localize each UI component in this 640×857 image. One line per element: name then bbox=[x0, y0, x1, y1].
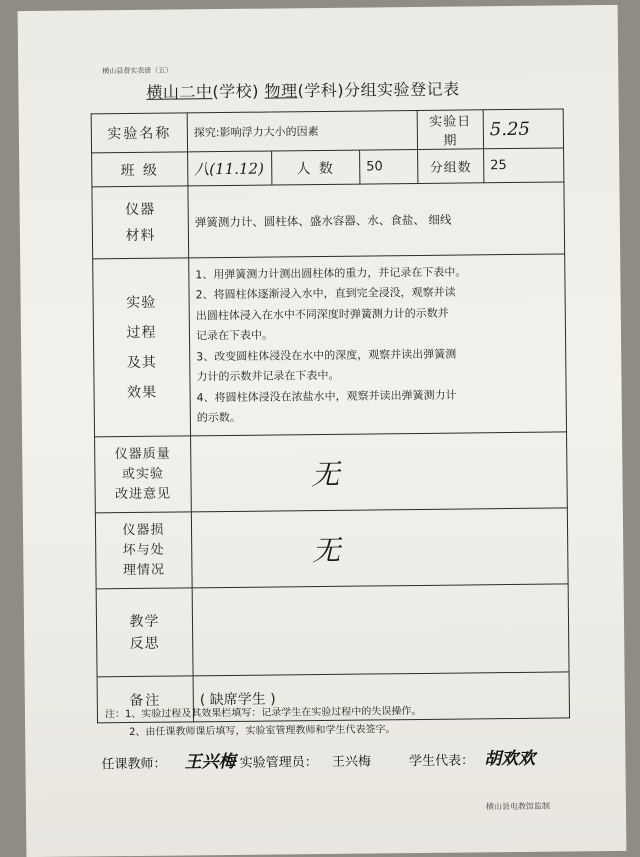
equipment-label-line2: 材料 bbox=[125, 227, 156, 244]
group-count-value: 25 bbox=[484, 148, 564, 183]
process-label bbox=[93, 258, 191, 437]
reflection-label bbox=[96, 588, 193, 677]
registration-table bbox=[91, 108, 570, 723]
quality-label-line1: 仪器质量 bbox=[114, 446, 171, 462]
process-line: 出圆柱体浸入在水中不同深度时弹簧测力计的示数并 bbox=[195, 306, 449, 322]
title-school: 横山二中 bbox=[146, 82, 213, 102]
paper-sheet bbox=[18, 5, 627, 857]
reflection-label-line1: 教学 bbox=[129, 613, 160, 630]
row-equipment bbox=[92, 182, 565, 259]
reflection-value bbox=[192, 584, 569, 676]
process-line: 1、用弹簧测力计测出圆柱体的重力，并记录在下表中。 bbox=[195, 264, 467, 281]
quality-label bbox=[95, 436, 192, 513]
process-label-line3: 及其 bbox=[126, 354, 157, 371]
footer-note-1: 注：1、实验过程及其效果栏填写：记录学生在实验过程中的失误操作。 bbox=[104, 705, 422, 721]
row-class bbox=[92, 148, 564, 187]
doc-title bbox=[146, 77, 459, 103]
process-label-line2: 过程 bbox=[126, 324, 157, 341]
bottom-mark: 横山县电教馆监制 bbox=[485, 801, 550, 812]
teacher-label: 任课教师： bbox=[101, 756, 167, 773]
process-line: 3、改变圆柱体浸没在水中的深度，观察并读出弹簧测 bbox=[196, 347, 457, 363]
row-quality bbox=[95, 432, 568, 513]
doc-header-small: 横山县督实表册（五） bbox=[102, 66, 173, 76]
row-process bbox=[93, 254, 567, 437]
quality-value: 无 bbox=[191, 432, 568, 512]
damage-value: 无 bbox=[191, 508, 568, 588]
class-value: 八(11.12) bbox=[188, 151, 272, 186]
row-reflection bbox=[96, 584, 569, 677]
process-line: 的示数。 bbox=[196, 410, 241, 425]
reflection-label-line2: 反思 bbox=[129, 635, 160, 652]
experiment-name-value: 探究:影响浮力大小的因素 bbox=[187, 110, 417, 151]
lab-manager-value: 王兴梅 bbox=[331, 754, 372, 770]
process-line: 2、将圆柱体逐渐浸入水中，直到完全浸没，观察并读 bbox=[195, 285, 456, 302]
group-count-label: 分组数 bbox=[418, 149, 484, 184]
student-count-value: 50 bbox=[360, 149, 418, 184]
experiment-name-label: 实验名称 bbox=[91, 113, 187, 153]
student-rep-signature: 胡欢欢 bbox=[484, 748, 536, 770]
title-subject: 物理 bbox=[264, 81, 298, 101]
damage-label-line2: 坏与处 bbox=[122, 542, 165, 558]
student-rep-label: 学生代表： bbox=[408, 753, 475, 770]
quality-label-line3: 改进意见 bbox=[115, 486, 172, 502]
signature-row bbox=[101, 744, 535, 774]
row-experiment-name bbox=[91, 109, 563, 153]
equipment-label-line1: 仪器 bbox=[125, 201, 156, 218]
process-line: 记录在下表中。 bbox=[195, 328, 274, 343]
student-count-label: 人 数 bbox=[272, 150, 360, 185]
process-line: 力计的示数并记录在下表中。 bbox=[196, 368, 340, 384]
damage-label-line3: 理情况 bbox=[122, 562, 166, 578]
title-subject-suffix: (学科) bbox=[297, 80, 345, 101]
title-rest: 分组实验登记表 bbox=[343, 79, 460, 100]
remark-value: ( 缺席学生 ) bbox=[193, 672, 569, 722]
class-label: 班 级 bbox=[92, 152, 188, 187]
quality-label-line2: 或实验 bbox=[121, 466, 165, 482]
teacher-signature: 王兴梅 bbox=[184, 751, 236, 773]
process-line: 4、将圆柱体浸没在浓盐水中，观察并读出弹簧测力计 bbox=[196, 388, 457, 404]
equipment-value: 弹簧测力计、圆柱体、盛水容器、水、食盐、 细线 bbox=[188, 182, 565, 258]
experiment-date-value: 5.25 bbox=[483, 109, 563, 149]
equipment-label bbox=[92, 186, 189, 259]
remark-label: 备注 bbox=[97, 676, 193, 723]
process-label-line4: 效果 bbox=[127, 384, 158, 401]
title-school-suffix: (学校) bbox=[212, 81, 260, 102]
process-label-line1: 实验 bbox=[126, 294, 157, 311]
damage-label bbox=[95, 512, 192, 589]
process-text bbox=[189, 254, 567, 436]
row-damage bbox=[95, 508, 568, 589]
lab-manager-label: 实验管理员： bbox=[239, 755, 318, 771]
damage-label-line1: 仪器损 bbox=[122, 522, 165, 538]
experiment-date-label: 实验日期 bbox=[417, 110, 483, 150]
footer-note-2: 2、由任课教师课后填写，实验室管理教师和学生代表签字。 bbox=[129, 724, 396, 739]
